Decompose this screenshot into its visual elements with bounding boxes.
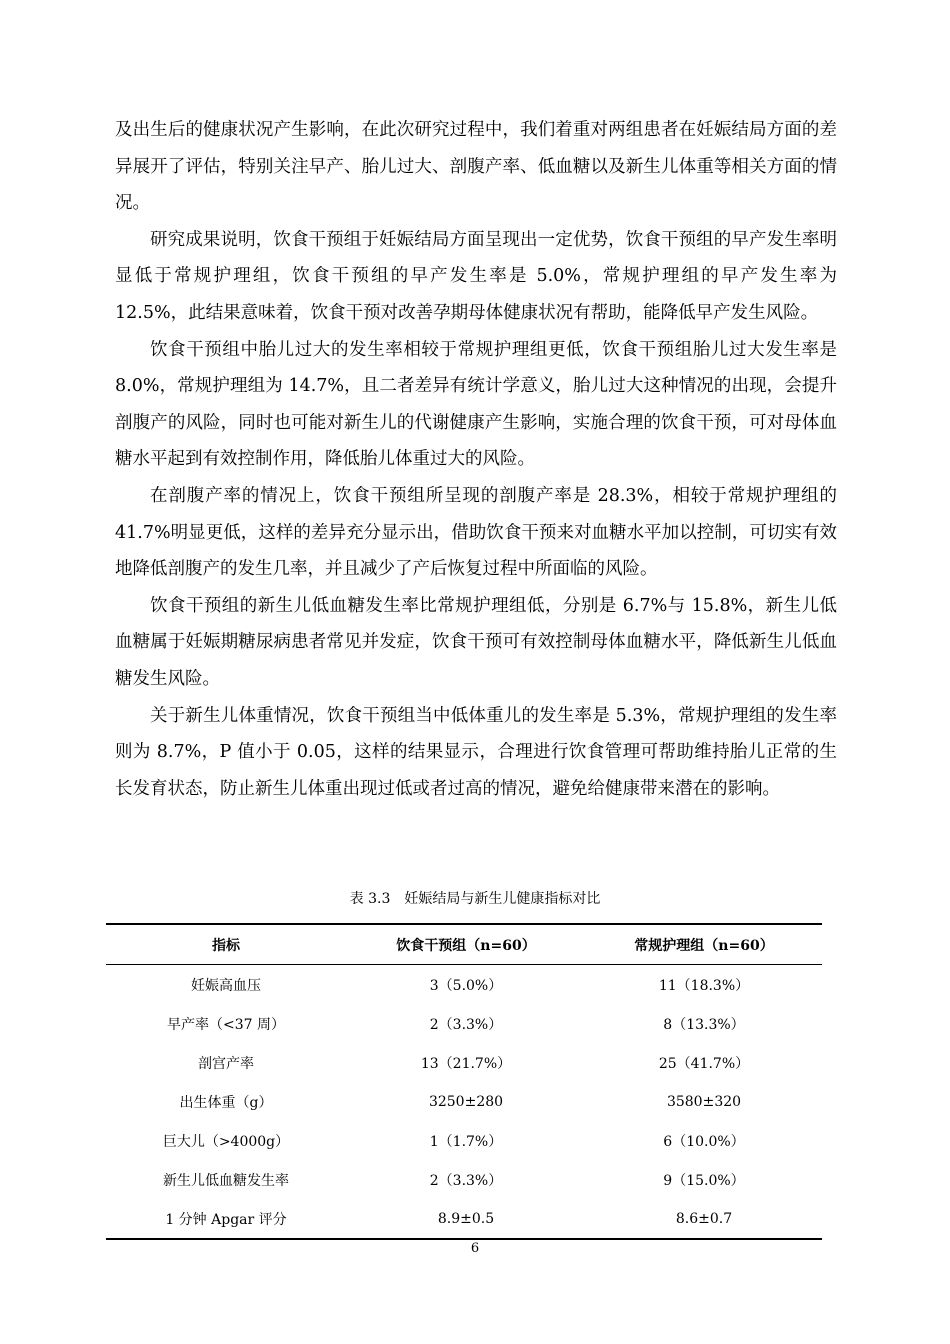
table-row bbox=[106, 965, 822, 1005]
table-cell: 8（13.3%） bbox=[663, 1016, 745, 1033]
paragraph: 饮食干预组的新生儿低血糖发生率比常规护理组低，分别是 6.7%与 15.8%，新生儿低血糖属于妊娠期糖尿病患者常见并发症，饮食干预可有效控制母体血糖水平，降低新生儿低血糖发生风险。 bbox=[115, 595, 837, 689]
paragraph: 饮食干预组中胎儿过大的发生率相较于常规护理组更低，饮食干预组胎儿过大发生率是 8.0%，常规护理组为 14.7%，且二者差异有统计学意义，胎儿过大这种情况的出现，会提升剖腹产的风险，同时也可能对新生儿的代谢健康产生影响，实施合理的饮食干预，可对母体血糖水平起到有效控制作用，降低胎儿体重过大的风险。 bbox=[115, 339, 837, 470]
page-number: 6 bbox=[470, 1241, 480, 1256]
table-cell: 11（18.3%） bbox=[658, 977, 750, 994]
table-cell: 9（15.0%） bbox=[663, 1172, 745, 1189]
table-row bbox=[106, 1121, 822, 1160]
table-cell: 13（21.7%） bbox=[420, 1055, 512, 1072]
data-table bbox=[106, 923, 822, 1240]
column-header: 指标 bbox=[212, 937, 240, 954]
paragraph: 关于新生儿体重情况，饮食干预组当中低体重儿的发生率是 5.3%，常规护理组的发生率则为 8.7%，P 值小于 0.05，这样的结果显示，合理进行饮食管理可帮助维持胎儿正常的生长发育状态，防止新生儿体重出现过低或者过高的情况，避免给健康带来潜在的影响。 bbox=[115, 705, 837, 799]
table-cell: 3（5.0%） bbox=[429, 977, 503, 994]
table-cell: 3250±280 bbox=[428, 1093, 504, 1110]
table-row bbox=[106, 1043, 822, 1082]
table-cell: 新生儿低血糖发生率 bbox=[163, 1172, 289, 1189]
paragraph: 研究成果说明，饮食干预组于妊娠结局方面呈现出一定优势，饮食干预组的早产发生率明显低于常规护理组，饮食干预组的早产发生率是 5.0%，常规护理组的早产发生率为 12.5%，此结果意味着，饮食干预对改善孕期母体健康状况有帮助，能降低早产发生风险。 bbox=[115, 229, 837, 323]
table-cell: 3580±320 bbox=[666, 1093, 742, 1110]
paragraph: 及出生后的健康状况产生影响，在此次研究过程中，我们着重对两组患者在妊娠结局方面的差异展开了评估，特别关注早产、胎儿过大、剖腹产率、低血糖以及新生儿体重等相关方面的情况。 bbox=[115, 120, 837, 214]
table-cell: 巨大儿（>4000g） bbox=[162, 1133, 290, 1150]
table-row bbox=[106, 1199, 822, 1239]
table-cell: 1 分钟 Apgar 评分 bbox=[165, 1211, 287, 1228]
table-cell: 8.6±0.7 bbox=[675, 1210, 733, 1227]
table-row bbox=[106, 1160, 822, 1199]
table-header-row bbox=[106, 924, 822, 965]
table-row bbox=[106, 1004, 822, 1043]
table-cell: 25（41.7%） bbox=[658, 1055, 750, 1072]
column-header: 常规护理组（n=60） bbox=[634, 937, 774, 954]
table-row bbox=[106, 1082, 822, 1121]
column-header: 饮食干预组（n=60） bbox=[396, 937, 536, 954]
table-cell: 早产率（<37 周） bbox=[167, 1016, 285, 1033]
body-text bbox=[115, 112, 837, 807]
table-cell: 剖宫产率 bbox=[198, 1055, 254, 1072]
paragraph: 在剖腹产率的情况上，饮食干预组所呈现的剖腹产率是 28.3%，相较于常规护理组的 41.7%明显更低，这样的差异充分显示出，借助饮食干预来对血糖水平加以控制，可切实有效地降低剖腹产的发生几率，并且减少了产后恢复过程中所面临的风险。 bbox=[115, 485, 837, 580]
table-cell: 1（1.7%） bbox=[429, 1133, 503, 1150]
table-cell: 出生体重（g） bbox=[179, 1094, 273, 1111]
table-cell: 妊娠高血压 bbox=[191, 977, 261, 994]
table-cell: 2（3.3%） bbox=[429, 1172, 503, 1189]
table-cell: 8.9±0.5 bbox=[437, 1210, 495, 1227]
table-caption: 表 3.3 妊娠结局与新生儿健康指标对比 bbox=[349, 891, 601, 907]
table-cell: 2（3.3%） bbox=[429, 1016, 503, 1033]
table-cell: 6（10.0%） bbox=[663, 1133, 745, 1150]
